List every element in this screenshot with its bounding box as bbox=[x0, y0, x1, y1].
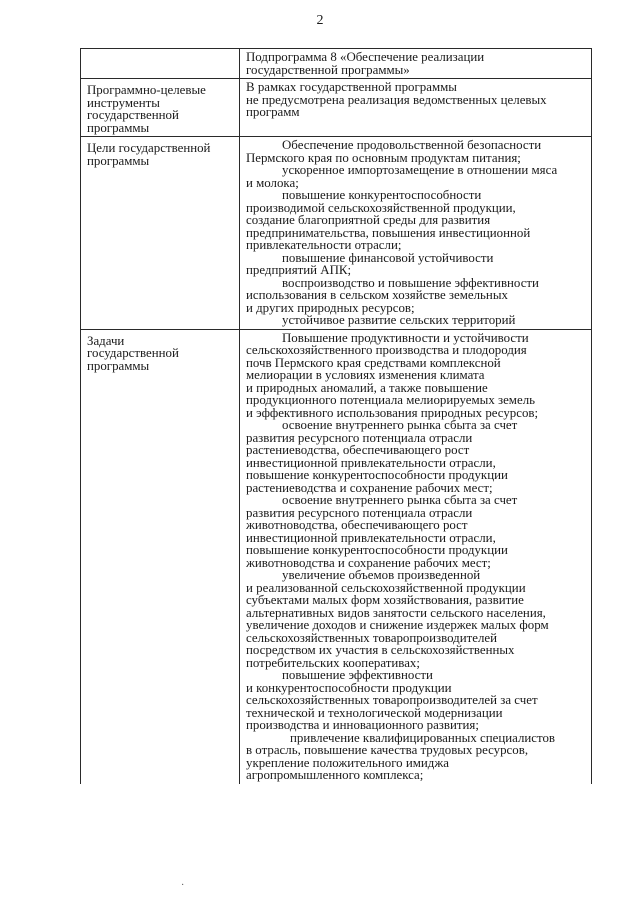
table-row bbox=[81, 49, 592, 79]
content-line: укрепление положительного имиджа bbox=[246, 755, 449, 770]
content-line: Повышение продуктивности и устойчивости bbox=[282, 330, 529, 345]
row-content-cell bbox=[240, 137, 592, 330]
content-line: животноводства, обеспечивающего рост bbox=[246, 518, 468, 532]
content-line: воспроизводство и повышение эффективности bbox=[282, 275, 539, 290]
content-line: создание благоприятной среды для развития bbox=[246, 213, 491, 227]
content-line: Пермского края по основным продуктам питания; bbox=[246, 150, 521, 165]
content-line: животноводства и сохранение рабочих мест; bbox=[246, 555, 491, 570]
table-body bbox=[81, 49, 592, 784]
content-line: повышение финансовой устойчивости bbox=[282, 250, 494, 265]
content-line: предприятий АПК; bbox=[246, 263, 352, 277]
content-line: развития ресурсного потенциала отрасли bbox=[246, 505, 473, 520]
content-line: и конкурентоспособности продукции bbox=[246, 680, 452, 695]
content-line: инвестиционной привлекательности отрасли, bbox=[246, 455, 496, 470]
content-line: продукционного потенциала мелиорируемых земель bbox=[246, 393, 535, 407]
content-line: растениеводства и сохранение рабочих мест; bbox=[246, 480, 493, 495]
content-line: не предусмотрена реализация ведомственных целевых bbox=[246, 92, 547, 107]
content-line: и эффективного использования природных ресурсов; bbox=[246, 405, 539, 420]
content-line: освоение внутреннего рынка сбыта за счет bbox=[282, 493, 518, 507]
content-line: Подпрограмма 8 «Обеспечение реализации bbox=[246, 50, 485, 64]
content-line: привлечение квалифицированных специалистов bbox=[290, 730, 556, 745]
content-line: программ bbox=[246, 105, 300, 119]
row-label-line: государственной bbox=[87, 108, 179, 122]
row-label-cell bbox=[81, 79, 240, 137]
content-line: субъектами малых форм хозяйствования, развитие bbox=[246, 593, 524, 607]
row-label-line: инструменты bbox=[87, 95, 160, 110]
content-line: и молока; bbox=[246, 175, 299, 190]
content-line: увеличение доходов и снижение издержек малых форм bbox=[246, 618, 549, 632]
content-line: повышение конкурентоспособности bbox=[282, 188, 482, 202]
page-number: 2 bbox=[316, 13, 324, 28]
content-line: В рамках государственной программы bbox=[246, 80, 457, 94]
content-line: посредством их участия в сельскохозяйственных bbox=[246, 643, 515, 657]
content-line: сельскохозяйственных товаропроизводителей bbox=[246, 630, 498, 645]
row-label-cell bbox=[81, 137, 240, 330]
content-line: повышение конкурентоспособности продукции bbox=[246, 543, 508, 557]
row-label-line: Задачи bbox=[87, 333, 125, 348]
content-line: сельскохозяйственных товаропроизводителей за счет bbox=[246, 693, 538, 707]
content-line: инвестиционной привлекательности отрасли, bbox=[246, 530, 496, 545]
content-line: увеличение объемов произведенной bbox=[282, 568, 481, 582]
table-row bbox=[81, 137, 592, 330]
row-label-line: программы bbox=[87, 120, 150, 135]
content-line: развития ресурсного потенциала отрасли bbox=[246, 430, 473, 445]
row-label-cell bbox=[81, 49, 240, 79]
content-line: и реализованной сельскохозяйственной продукции bbox=[246, 580, 526, 595]
content-line: в отрасль, повышение качества трудовых ресурсов, bbox=[246, 743, 529, 757]
row-label-line: программы bbox=[87, 358, 150, 373]
row-label-line: Цели государственной bbox=[87, 141, 211, 155]
content-line: Обеспечение продовольственной безопасности bbox=[282, 138, 542, 152]
content-line: и природных аномалий, а также повышение bbox=[246, 380, 488, 395]
content-line: почв Пермского края средствами комплексной bbox=[246, 355, 501, 370]
content-line: ускоренное импортозамещение в отношении мяса bbox=[282, 163, 558, 177]
content-line: технической и технологической модернизации bbox=[246, 705, 503, 720]
content-line: устойчивое развитие сельских территорий bbox=[282, 313, 516, 327]
row-content-cell bbox=[240, 79, 592, 137]
content-line: агропромышленного комплекса; bbox=[246, 768, 424, 782]
scan-mark: · bbox=[181, 880, 185, 891]
table-row bbox=[81, 329, 592, 784]
row-label-cell bbox=[81, 329, 240, 784]
content-line: предпринимательства, повышения инвестиционной bbox=[246, 225, 531, 240]
content-line: потребительских кооперативах; bbox=[246, 655, 420, 670]
content-line: повышение эффективности bbox=[282, 668, 433, 682]
program-passport-table bbox=[80, 48, 592, 784]
content-line: производимой сельскохозяйственной продукции, bbox=[246, 200, 516, 215]
content-line: использования в сельском хозяйстве земельных bbox=[246, 288, 508, 302]
content-line: и других природных ресурсов; bbox=[246, 300, 415, 315]
content-line: альтернативных видов занятости сельского населения, bbox=[246, 605, 546, 620]
row-label-line: государственной bbox=[87, 346, 179, 360]
row-label-line: Программно-целевые bbox=[87, 83, 206, 97]
content-line: государственной программы» bbox=[246, 62, 410, 77]
content-line: мелиорации в условиях изменения климата bbox=[246, 368, 485, 382]
content-line: растениеводства, обеспечивающего рост bbox=[246, 443, 470, 457]
content-line: повышение конкурентоспособности продукции bbox=[246, 468, 508, 482]
content-line: сельскохозяйственного производства и плодородия bbox=[246, 343, 527, 357]
content-line: привлекательности отрасли; bbox=[246, 238, 402, 252]
row-label-line: программы bbox=[87, 153, 150, 168]
row-content-cell bbox=[240, 49, 592, 79]
row-content-cell bbox=[240, 329, 592, 784]
table-row bbox=[81, 79, 592, 137]
content-line: производства и инновационного развития; bbox=[246, 718, 479, 732]
content-line: освоение внутреннего рынка сбыта за счет bbox=[282, 418, 518, 432]
